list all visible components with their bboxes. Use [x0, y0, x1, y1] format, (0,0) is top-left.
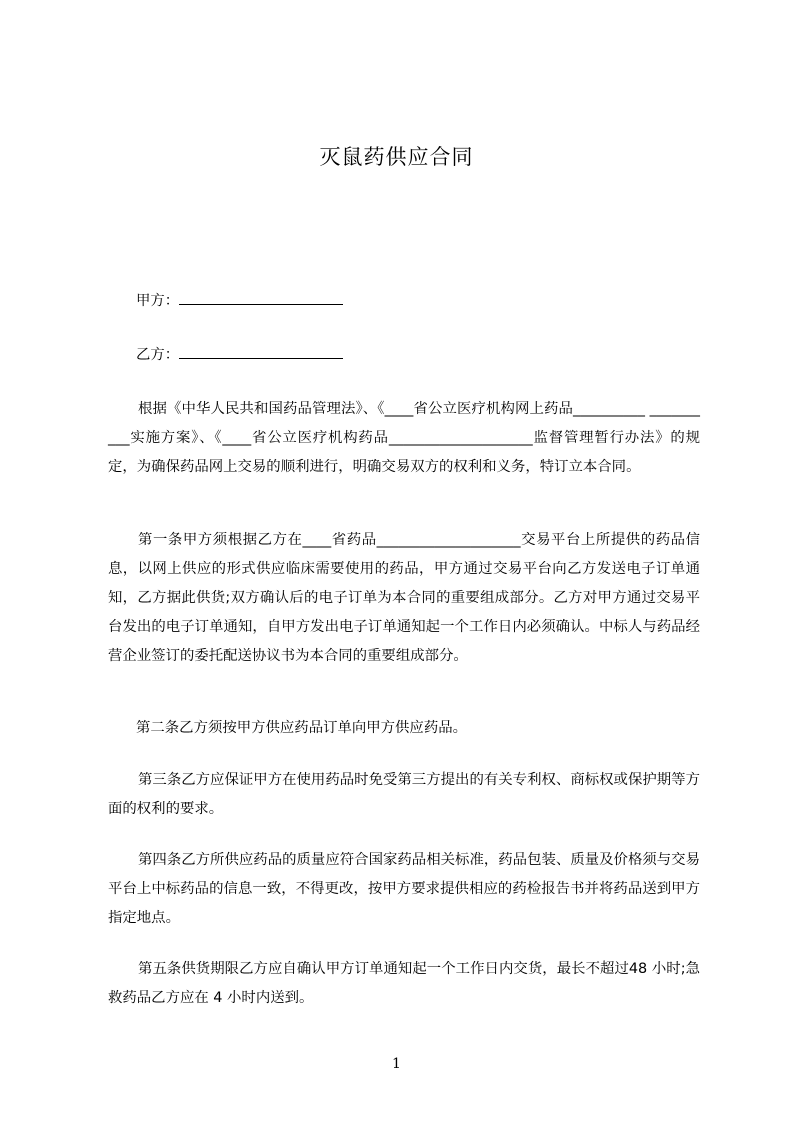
article-2-paragraph: 第二条乙方须按甲方供应药品订单向甲方供应药品。 [136, 720, 467, 736]
preamble-paragraph: 根据《中华人民共和国药品管理法》、《____省公立医疗机构网上药品__________ __________实施方案》、《____省公立医疗机构药品____________________监督管理暂行办法》的规定，为确保药品网上交易的顺利进行，明确交易双方的权利和义务，特订立本合同。 [108, 401, 700, 475]
article-1-paragraph: 第一条甲方须根据乙方在____省药品____________________交易平台上所提供的药品信息，以网上供应的形式供应临床需要使用的药品，甲方通过交易平台向乙方发送电子订单通知，乙方据此供货;双方确认后的电子订单为本合同的重要组成部分。乙方对甲方通过交易平台发出的电子订单通知，自甲方发出电子订单通知起一个工作日内必须确认。中标人与药品经营企业签订的委托配送协议书为本合同的重要组成部分。 [108, 532, 700, 664]
party-a-line [136, 290, 343, 311]
party-a-label: 甲方： [136, 293, 180, 309]
article-3-paragraph: 第三条乙方应保证甲方在使用药品时免受第三方提出的有关专利权、商标权或保护期等方面的权利的要求。 [108, 772, 700, 817]
page-number: 1 [392, 1056, 401, 1072]
document-title: 灭鼠药供应合同 [319, 145, 474, 169]
party-b-label: 乙方： [136, 347, 180, 363]
article-4-paragraph: 第四条乙方所供应药品的质量应符合国家药品相关标准，药品包装、质量及价格须与交易平台上中标药品的信息一致，不得更改，按甲方要求提供相应的药检报告书并将药品送到甲方指定地点。 [108, 852, 700, 926]
article-5-paragraph: 第五条供货期限乙方应自确认甲方订单通知起一个工作日内交货，最长不超过48 小时;急救药品乙方应在 4 小时内送到。 [108, 961, 700, 1006]
party-b-line [136, 344, 343, 365]
party-a-blank [179, 290, 343, 305]
party-b-blank [179, 344, 343, 359]
